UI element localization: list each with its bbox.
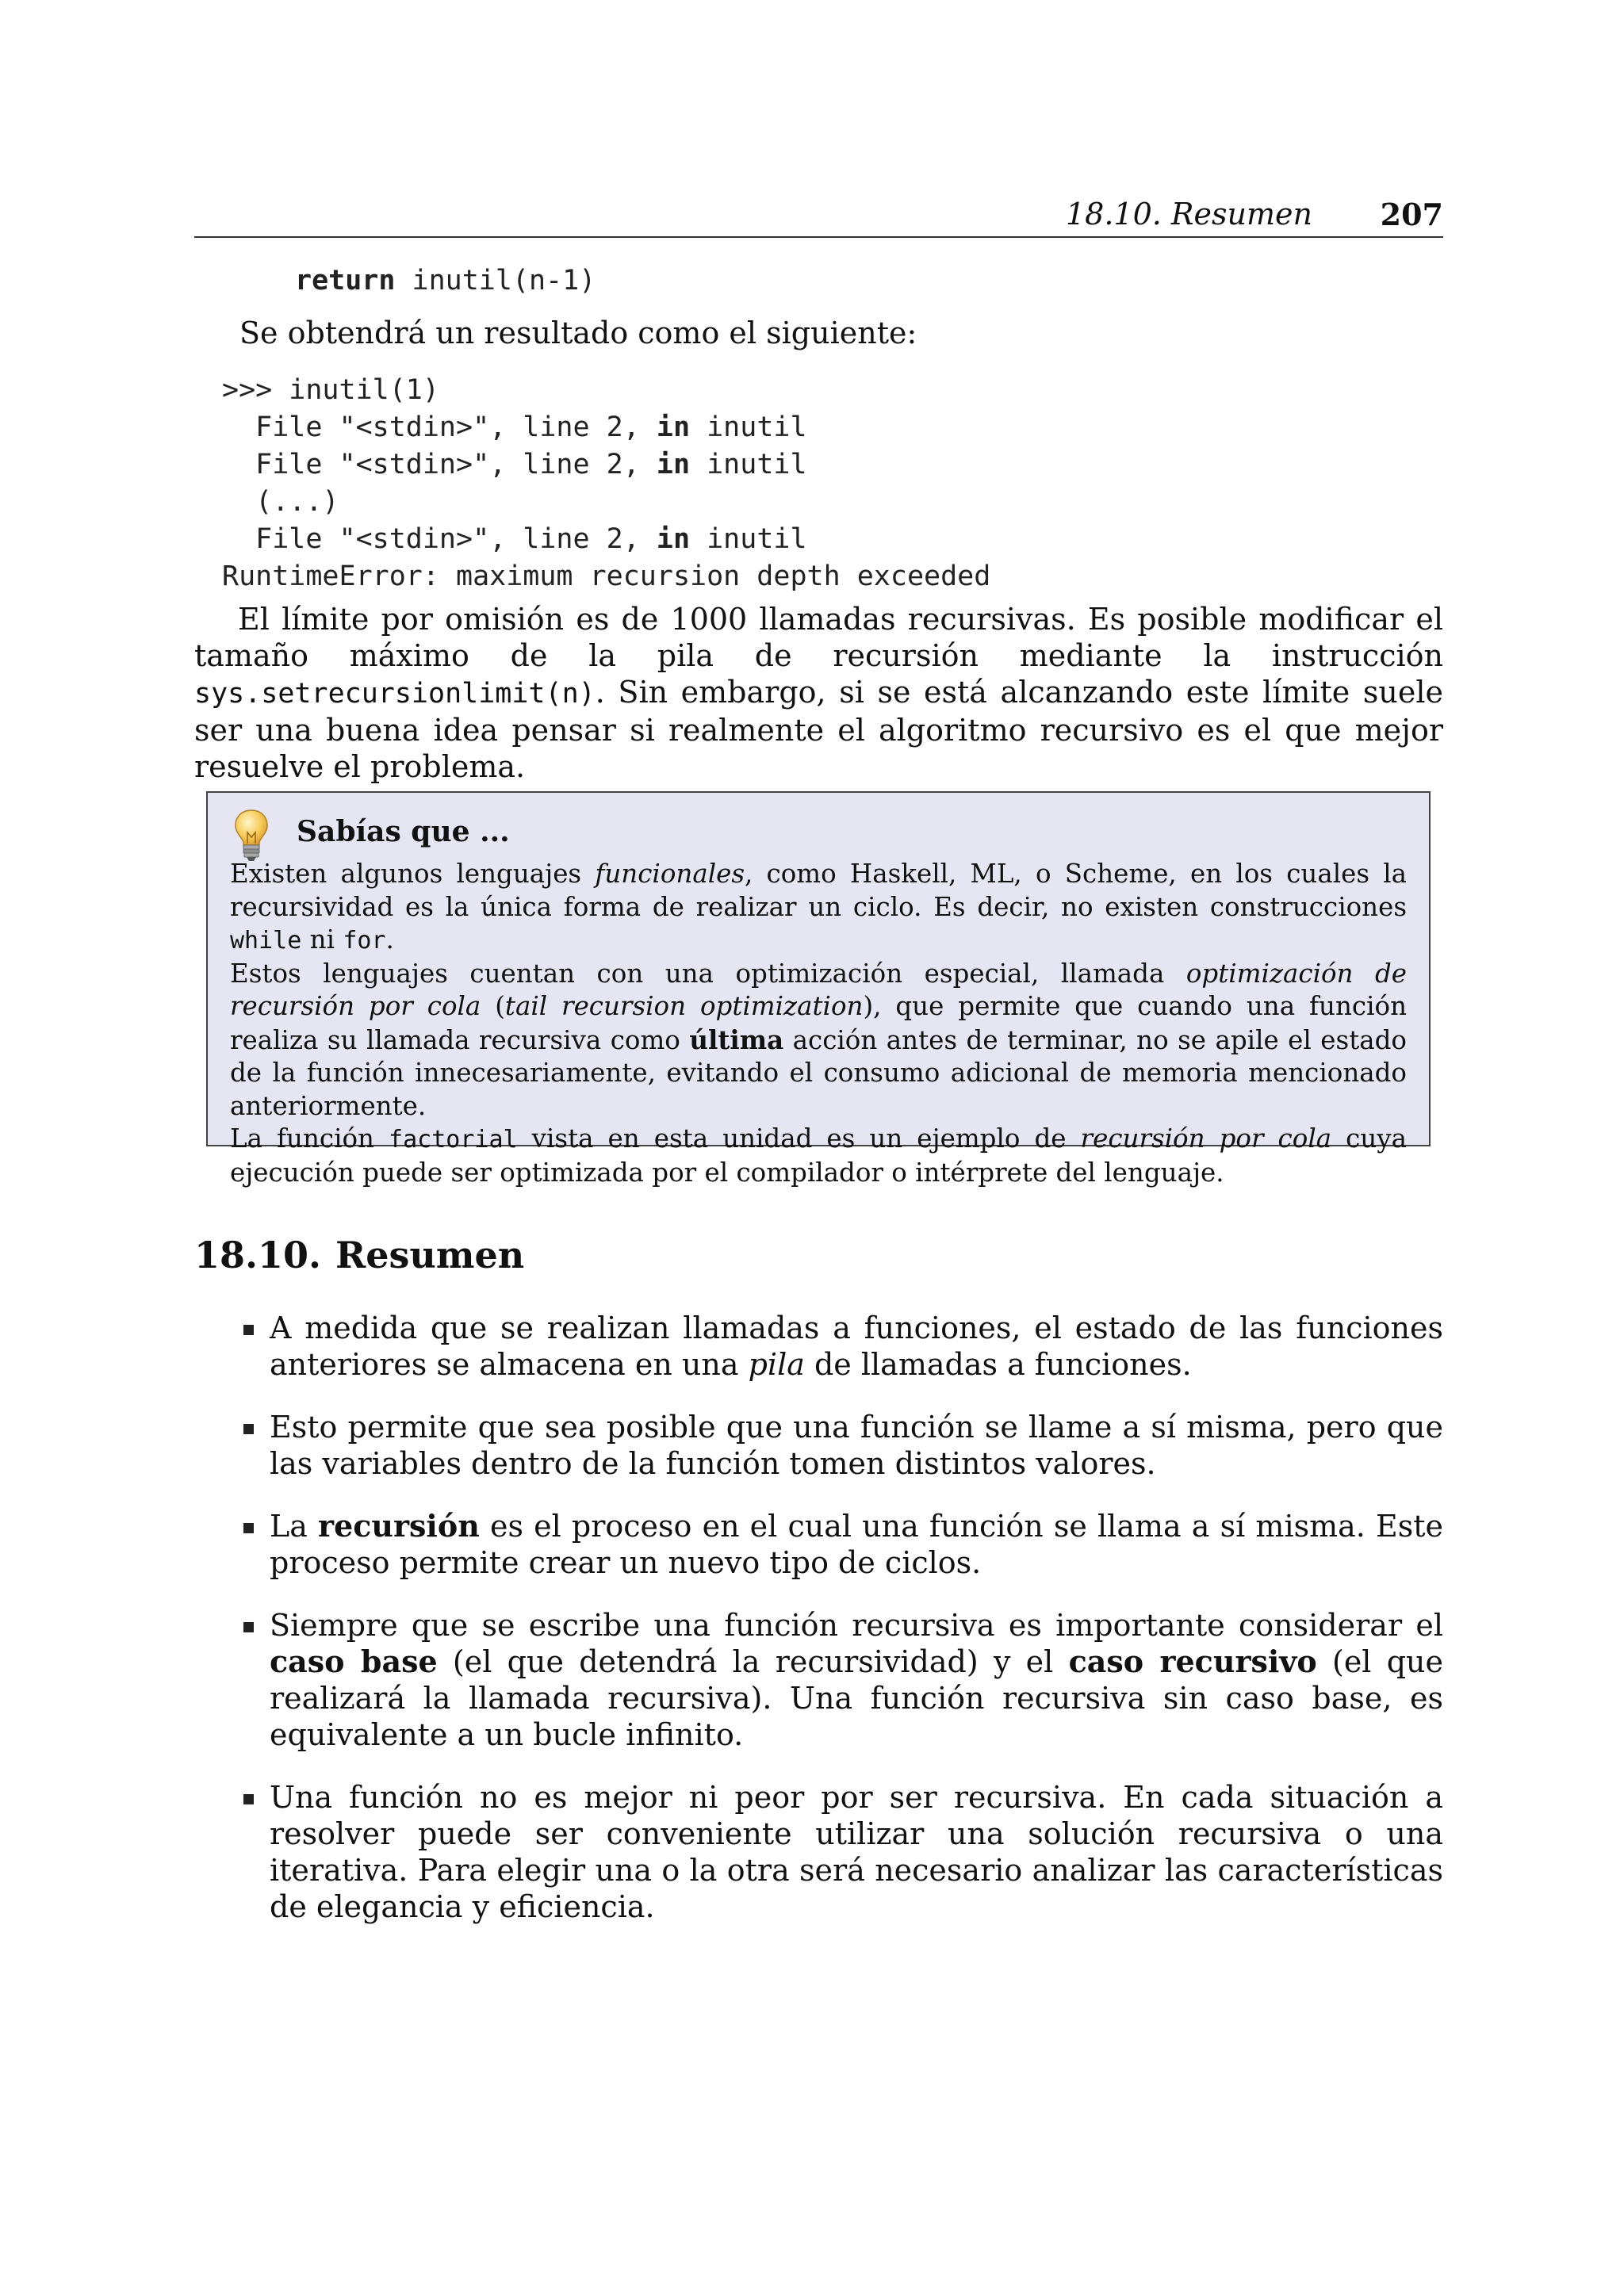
box-paragraph: Existen algunos lenguajes funcionales, como Haskell, ML, o Scheme, en los cuales la recursividad es la única forma de realizar un ciclo. Es decir, no existen construcciones while ni for. xyxy=(230,859,1407,955)
traceback-prompt: >>> inutil(1) xyxy=(222,374,439,406)
page-number: 207 xyxy=(1380,197,1443,232)
bullet-marker xyxy=(243,1622,254,1632)
bullet-marker xyxy=(243,1794,254,1804)
traceback-error: RuntimeError: maximum recursion depth exceeded xyxy=(222,561,991,592)
section-name: Resumen xyxy=(335,1234,525,1276)
bullet-marker xyxy=(243,1523,254,1533)
traceback-frame: File "<stdin>", line 2, in inutil xyxy=(222,523,807,555)
code-return-line: return inutil(n-1) xyxy=(295,265,596,297)
did-you-know-box xyxy=(206,791,1431,1188)
section-number: 18.10. xyxy=(194,1234,322,1276)
list-item: Esto permite que sea posible que una función se llame a sí misma, pero que las variables dentro de la función tomen distintos valores. xyxy=(194,1409,1443,1482)
traceback-frame: File "<stdin>", line 2, in inutil xyxy=(222,449,807,480)
traceback-frame: File "<stdin>", line 2, in inutil xyxy=(222,411,807,443)
running-header xyxy=(194,190,1443,238)
traceback-ellipsis: (...) xyxy=(222,486,339,518)
bullet-marker xyxy=(243,1424,254,1434)
box-paragraph: La función factorial vista en esta unidad es un ejemplo de recursión por cola cuya ejecución puede ser optimizada por el compilador o intérprete del lenguaje. xyxy=(230,1123,1408,1188)
lightbulb-icon xyxy=(233,809,270,863)
summary-list xyxy=(194,1310,1443,1951)
box-paragraph: Estos lenguajes cuentan con una optimización especial, llamada optimización de recursión por cola (tail recursion optimization), que permite que cuando una función realiza su llamada recursiva como última acción antes de terminar, no se apile el estado de la función innecesariamente, evitando el consumo adicional de memoria mencionado anteriormente. xyxy=(230,958,1408,1121)
bullet-marker xyxy=(243,1325,254,1335)
header-section-title: 18.10. Resumen xyxy=(1065,197,1312,232)
list-item: Siempre que se escribe una función recursiva es importante considerar el caso base (el que detendrá la recursividad) y el caso recursivo (el que realizará la llamada recursiva). Una función recursiva sin caso base, es equivalente a un bucle infinito. xyxy=(194,1607,1443,1753)
inline-code: sys.setrecursionlimit(n) xyxy=(194,678,596,710)
box-title: Sabías que ... xyxy=(297,815,510,848)
section-heading xyxy=(194,1234,524,1276)
recursion-limit-paragraph: El límite por omisión es de 1000 llamadas recursivas. Es posible modificar el tamaño máximo de la pila de recursión mediante la instrucción sys.setrecursionlimit(n). Sin embargo, si se está alcanzando este límite suele ser una buena idea pensar si realmente el algoritmo recursivo es el que mejor resuelve el problema. xyxy=(194,602,1443,784)
box-body xyxy=(230,858,1407,1189)
lead-sentence: Se obtendrá un resultado como el siguiente: xyxy=(239,316,917,350)
list-item: Una función no es mejor ni peor por ser recursiva. En cada situación a resolver puede ser conveniente utilizar una solución recursiva o una iterativa. Para elegir una o la otra será necesario analizar las características de elegancia y eficiencia. xyxy=(194,1779,1443,1925)
list-item: La recursión es el proceso en el cual una función se llama a sí misma. Este proceso permite crear un nuevo tipo de ciclos. xyxy=(194,1508,1443,1581)
list-item: A medida que se realizan llamadas a funciones, el estado de las funciones anteriores se almacena en una pila de llamadas a funciones. xyxy=(194,1310,1443,1383)
